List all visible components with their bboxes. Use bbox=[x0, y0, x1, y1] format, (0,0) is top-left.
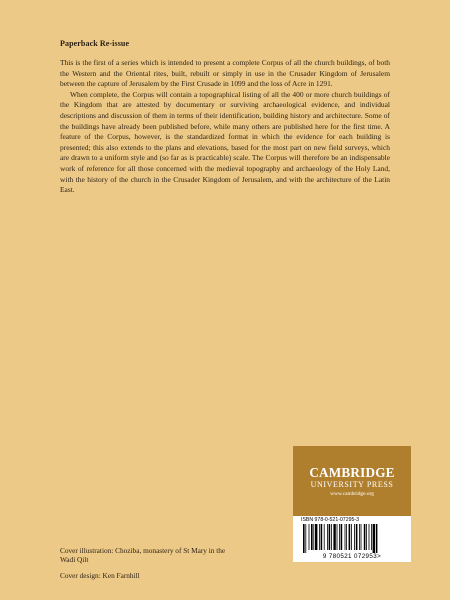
publisher-url: www.cambridge.org bbox=[330, 491, 374, 497]
barcode-bar bbox=[315, 524, 317, 550]
cover-design-credit: Cover design: Ken Farnhill bbox=[60, 570, 140, 580]
barcode-bar bbox=[346, 524, 347, 550]
cover-illustration-credit: Cover illustration: Choziba, monastery of St Mary in the Wadi Qilt bbox=[60, 546, 226, 565]
barcode-bar bbox=[341, 524, 343, 550]
barcode-bar bbox=[331, 524, 332, 550]
barcode-bar bbox=[359, 524, 360, 550]
barcode-bar bbox=[376, 524, 378, 553]
barcode-bar bbox=[321, 524, 323, 550]
barcode-bar bbox=[324, 524, 325, 550]
barcode-digits bbox=[293, 553, 411, 560]
barcode-panel bbox=[293, 516, 411, 562]
barcode-bar bbox=[371, 524, 372, 550]
barcode-bar bbox=[369, 524, 370, 550]
barcode-bar bbox=[339, 524, 340, 550]
barcode-bar bbox=[313, 524, 314, 550]
barcode-bar bbox=[364, 524, 366, 550]
barcode-bar bbox=[305, 524, 306, 553]
barcode-bar bbox=[349, 524, 351, 550]
barcode-bar bbox=[311, 524, 313, 550]
barcode-bar bbox=[309, 524, 310, 550]
barcode-bar bbox=[319, 524, 320, 550]
publisher-block bbox=[293, 446, 411, 562]
barcode-bar bbox=[361, 524, 362, 550]
barcode-bar bbox=[333, 524, 335, 550]
publisher-press: UNIVERSITY PRESS bbox=[310, 480, 394, 489]
barcode-number: 9 780521 072953 bbox=[322, 553, 378, 560]
barcode-bar bbox=[373, 524, 375, 553]
barcode-bar bbox=[327, 524, 328, 550]
barcode-bar bbox=[366, 524, 367, 550]
isbn-label: ISBN 978-0-521-07295-3 bbox=[301, 517, 359, 523]
barcode-bar bbox=[354, 524, 355, 550]
barcode-bar bbox=[303, 524, 305, 553]
publisher-logo bbox=[293, 446, 411, 516]
barcode-bar bbox=[329, 524, 331, 550]
blurb-paragraph-2: When complete, the Corpus will contain a topographical listing of all the 400 or more church buildings of the Kingdom that are attested by documentary or surviving archaeological evidence, and individual descriptions and discussion of them in terms of their identification, building history and architecture. Some of the buildings have already been published before, while many others are published here for the first time. A feature of the Corpus, however, is the standardized format in which the evidence for each building is presented; this also extends to the plans and elevations, based for the most part on new field surveys, which are drawn to a uniform style and (so far as is practicable) scale. The Corpus will therefore be an indispensable work of reference for all those concerned with the medieval topography and archaeology of the Holy Land, with the history of the church in the Crusader Kingdom of Jerusalem, and with the architecture of the Latin East. bbox=[60, 89, 390, 195]
cover-credits bbox=[60, 546, 230, 580]
barcode-bar bbox=[345, 524, 346, 550]
barcode-icon bbox=[297, 524, 407, 553]
barcode-check-mark: > bbox=[377, 553, 382, 560]
barcode-bar bbox=[351, 524, 352, 550]
heading: Paperback Re-issue bbox=[60, 39, 130, 48]
blurb-paragraph-1: This is the first of a series which is intended to present a complete Corpus of all the church buildings, of both the Western and the Oriental rites, built, rebuilt or simply in use in the Crusader Kingdom of Jerusalem between the capture of Jerusalem by the First Crusade in 1099 and the loss of Acre in 1291. bbox=[60, 58, 390, 89]
publisher-name: CAMBRIDGE bbox=[309, 465, 395, 480]
blurb bbox=[60, 58, 390, 196]
barcode-bar bbox=[356, 524, 358, 550]
barcode-bar bbox=[337, 524, 338, 550]
